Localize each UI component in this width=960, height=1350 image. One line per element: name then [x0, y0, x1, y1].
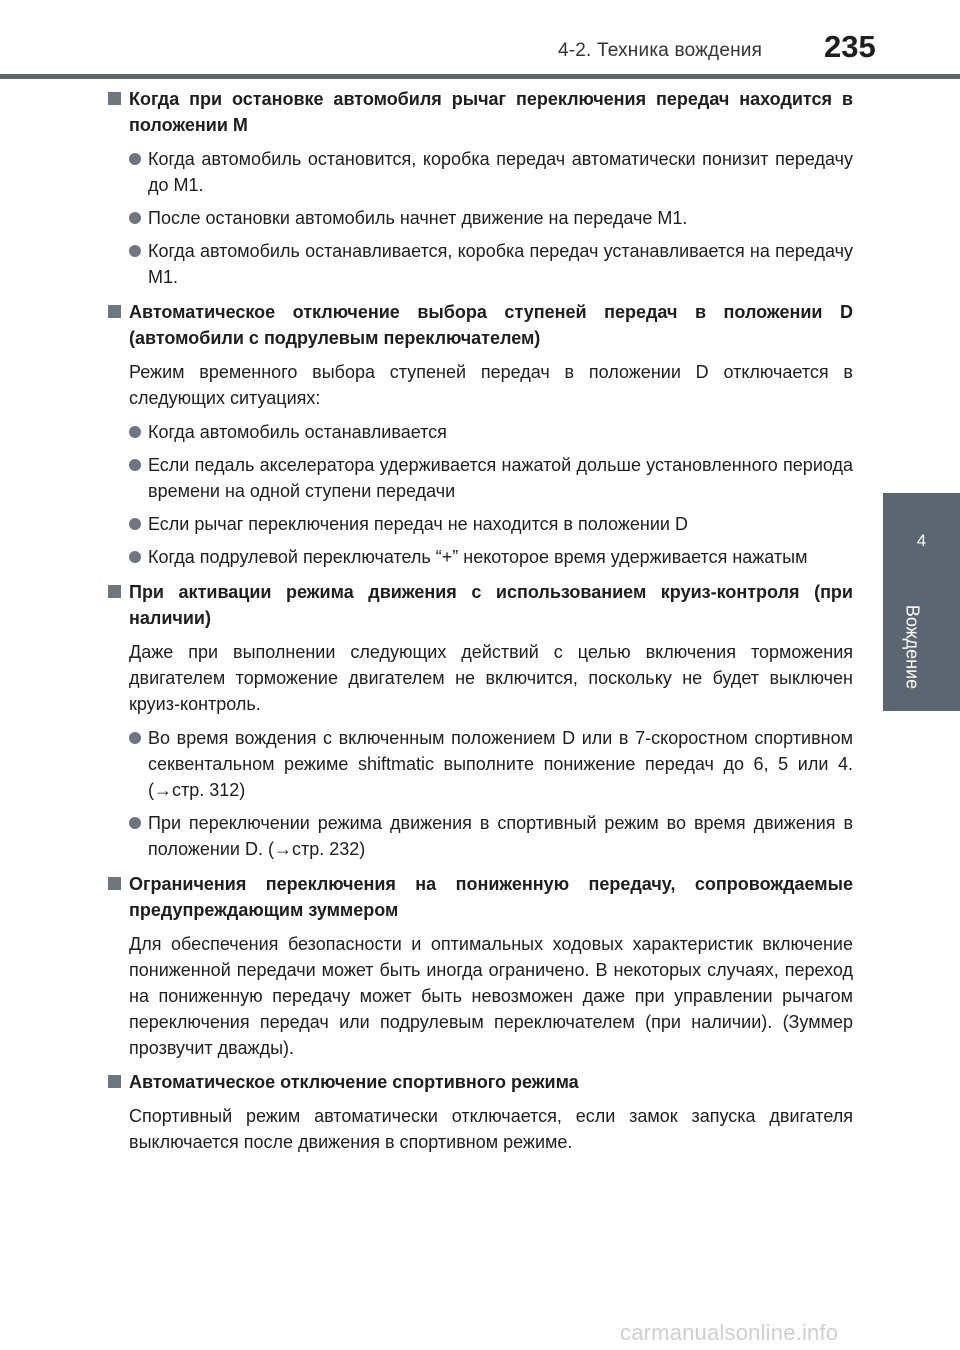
section-4 [105, 871, 853, 1061]
square-bullet-icon [108, 92, 121, 105]
list-item: Когда подрулевой переключатель “+” некоторое время удерживается нажатым [105, 544, 853, 570]
page-number: 235 [824, 29, 876, 64]
section-heading: Автоматическое отключение спортивного режима [105, 1069, 853, 1095]
list-item: Если педаль акселератора удерживается нажатой дольше установленного периода времени на одной ступени передачи [105, 452, 853, 504]
circle-bullet-icon [129, 518, 141, 530]
list-item: После остановки автомобиль начнет движение на передаче М1. [105, 205, 853, 231]
square-bullet-icon [108, 305, 121, 318]
section-paragraph: Спортивный режим автоматически отключается, если замок запуска двигателя выключается после движения в спортивном режиме. [129, 1106, 853, 1152]
section-5 [105, 1069, 853, 1155]
list-item: Если рычаг переключения передач не находится в положении D [105, 511, 853, 537]
section-3 [105, 579, 853, 862]
section-title: 4-2. Техника вождения [558, 40, 763, 61]
list-item: Когда автомобиль останавливается [105, 419, 853, 445]
section-heading: Когда при остановке автомобиля рычаг переключения передач находится в положении М [105, 86, 853, 138]
list-item: Когда автомобиль останавливается, коробка передач устанавливается на передачу М1. [105, 238, 853, 290]
list-item: Когда автомобиль остановится, коробка передач автоматически понизит передачу до М1. [105, 146, 853, 198]
chapter-number: 4 [916, 531, 927, 550]
circle-bullet-icon [129, 212, 141, 224]
main-content [105, 86, 853, 1163]
section-paragraph: Для обеспечения безопасности и оптимальных ходовых характеристик включение пониженной передачи может быть иногда ограничено. В некоторых случаях, переход на пониженную передачу может быть невозможен даже при управлении рычагом переключения передач или подрулевым переключателем (при наличии). (Зуммер прозвучит дважды). [129, 934, 853, 1058]
section-heading: Ограничения переключения на пониженную передачу, сопровождаемые предупреждающим зуммером [105, 871, 853, 923]
chapter-label: Вождение [902, 604, 923, 690]
chapter-side-tab[interactable] [883, 493, 960, 711]
circle-bullet-icon [129, 426, 141, 438]
section-heading: При активации режима движения с использованием круиз-контроля (при наличии) [105, 579, 853, 631]
circle-bullet-icon [129, 459, 141, 471]
list-item: При переключении режима движения в спортивный режим во время движения в положении D. (→стр. 232) [105, 810, 853, 862]
section-2 [105, 299, 853, 570]
section-heading: Автоматическое отключение выбора ступеней передач в положении D (автомобили с подрулевым переключателем) [105, 299, 853, 351]
circle-bullet-icon [129, 551, 141, 563]
square-bullet-icon [108, 585, 121, 598]
circle-bullet-icon [129, 245, 141, 257]
site-watermark: carmanualsonline.info [620, 1320, 839, 1345]
square-bullet-icon [108, 877, 121, 890]
section-paragraph: Режим временного выбора ступеней передач в положении D отключается в следующих ситуациях: [129, 362, 853, 408]
circle-bullet-icon [129, 732, 141, 744]
section-paragraph: Даже при выполнении следующих действий с целью включения торможения двигателем торможение двигателем не включится, поскольку не будет выключен круиз-контроль. [129, 642, 853, 714]
list-item: Во время вождения с включенным положением D или в 7-скоростном спортивном секвентальном режиме shiftmatic выполните понижение передач до 6, 5 или 4. (→стр. 312) [105, 725, 853, 803]
section-1 [105, 86, 853, 290]
circle-bullet-icon [129, 817, 141, 829]
header-divider [0, 74, 960, 79]
square-bullet-icon [108, 1075, 121, 1088]
circle-bullet-icon [129, 153, 141, 165]
